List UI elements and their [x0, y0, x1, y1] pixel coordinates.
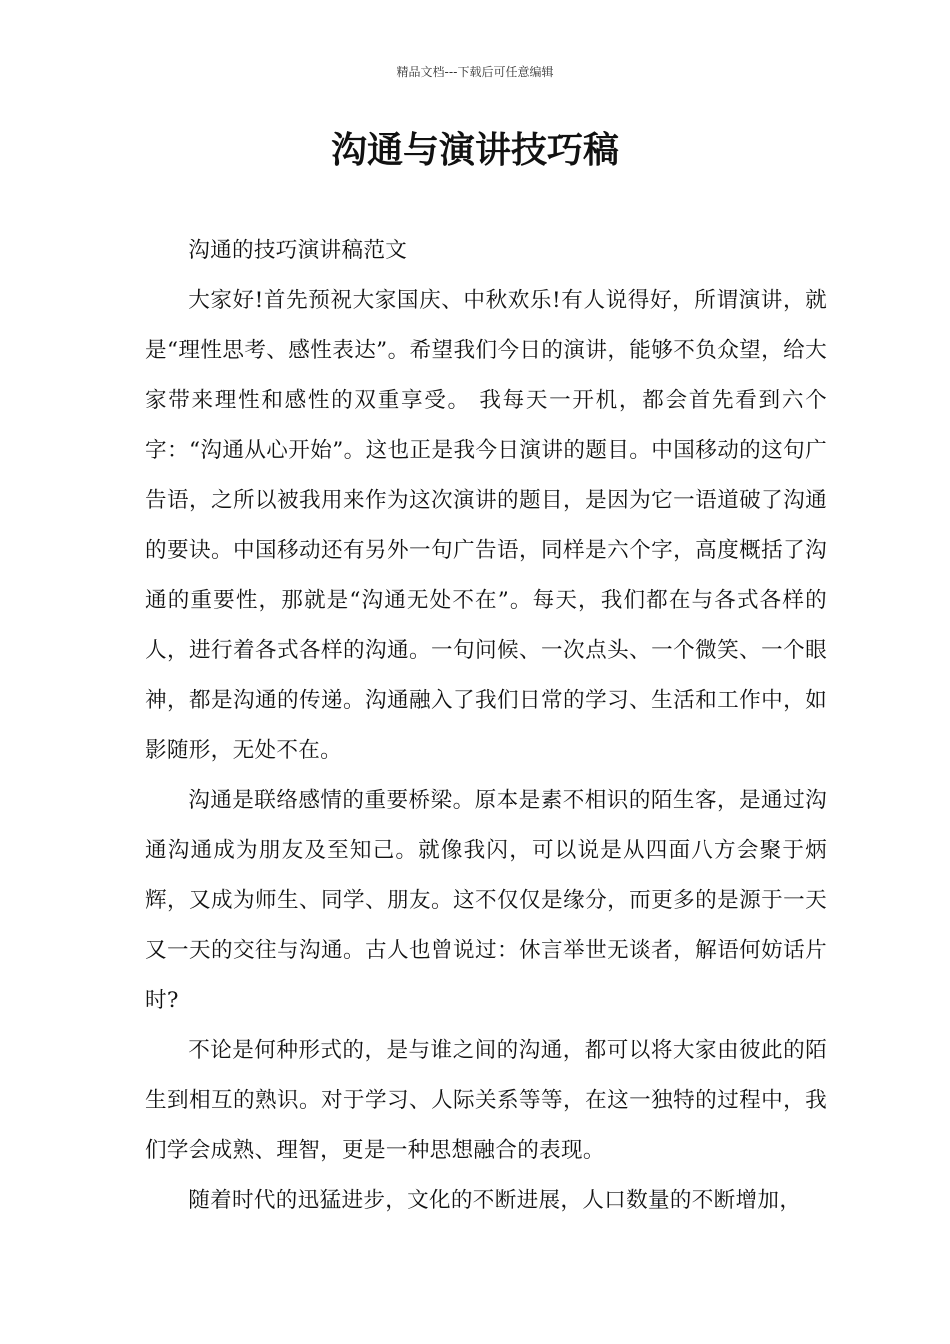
paragraph-subtitle: 沟通的技巧演讲稿范文: [188, 238, 408, 263]
paragraph: 随着时代的迅猛进步，文化的不断进展，人口数量的不断增加，: [188, 1188, 802, 1213]
paragraph: 沟通是联络感情的重要桥梁。原本是素不相识的陌生客，是通过沟通沟通成为朋友及至知己。就像我闪，可以说是从四面八方会聚于炳辉，又成为师生、同学、朋友。这不仅仅是缘分，而更多的是源于一天又一天的交往与沟通。古人也曾说过：休言举世无谈者，解语何妨话片时?: [145, 788, 827, 1013]
document-body: [145, 226, 827, 1226]
header-note: 精品文档---下载后可任意编辑: [396, 65, 554, 79]
paragraph: 不论是何种形式的，是与谁之间的沟通，都可以将大家由彼此的陌生到相互的熟识。对于学习、人际关系等等，在这一独特的过程中，我们学会成熟、理智，更是一种思想融合的表现。: [145, 1038, 827, 1163]
document-title: 沟通与演讲技巧稿: [330, 130, 619, 171]
paragraph: 大家好!首先预祝大家国庆、中秋欢乐!有人说得好，所谓演讲，就是“理性思考、感性表达”。希望我们今日的演讲，能够不负众望，给大家带来理性和感性的双重享受。 我每天一开机，都会首先看到六个字：“沟通从心开始”。这也正是我今日演讲的题目。中国移动的这句广告语，之所以被我用来作为这次演讲的题目，是因为它一语道破了沟通的要诀。中国移动还有另外一句广告语，同样是六个字，高度概括了沟通的重要性，那就是“沟通无处不在”。每天，我们都在与各式各样的人，进行着各式各样的沟通。一句问候、一次点头、一个微笑、一个眼神，都是沟通的传递。沟通融入了我们日常的学习、生活和工作中，如影随形，无处不在。: [145, 288, 827, 763]
